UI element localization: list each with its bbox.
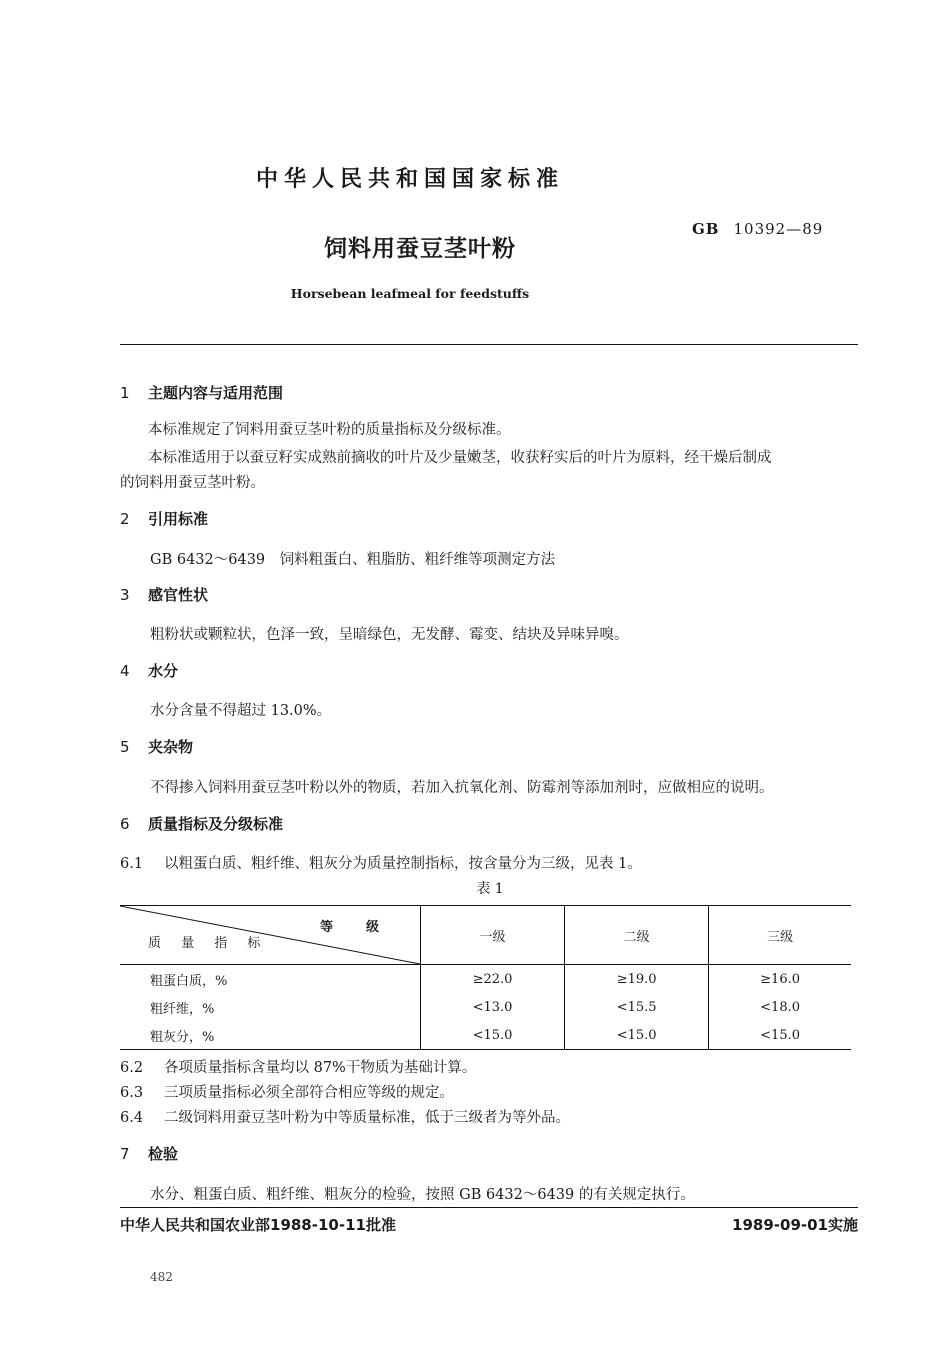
header-metric: 质 量 指 标 xyxy=(148,936,269,951)
section-title: 检验 xyxy=(148,1145,179,1163)
clause-6-3 xyxy=(120,1081,454,1102)
section-title: 质量指标及分级标准 xyxy=(148,815,284,833)
clause-text: 以粗蛋白质、粗纤维、粗灰分为质量控制指标，按含量分为三级，见表 1。 xyxy=(164,856,642,872)
clause-number: 6.2 xyxy=(120,1060,144,1076)
table-header-row xyxy=(120,906,851,965)
footer-divider xyxy=(120,1207,858,1208)
table-row xyxy=(120,965,851,994)
section-number: 6 xyxy=(120,815,130,833)
clause-6-4 xyxy=(120,1106,570,1127)
effective-date: 1989-09-01实施 xyxy=(732,1216,858,1234)
header-grade: 等 级 xyxy=(320,920,390,935)
clause-6-1 xyxy=(120,852,642,873)
quality-table xyxy=(120,905,851,1050)
table-cell: <15.0 xyxy=(709,1021,851,1050)
page-number: 482 xyxy=(150,1270,173,1284)
paragraph: GB 6432～6439 饲料粗蛋白、粗脂肪、粗纤维等项测定方法 xyxy=(150,552,556,568)
table-cell: ≥19.0 xyxy=(565,965,709,994)
row-label: 粗灰分，% xyxy=(120,1021,421,1050)
table-cell: <15.0 xyxy=(565,1021,709,1050)
clause-number: 6.4 xyxy=(120,1110,144,1126)
section-1-heading xyxy=(120,382,283,403)
paragraph: 的饲料用蚕豆茎叶粉。 xyxy=(120,475,265,491)
paragraph: 水分、粗蛋白质、粗纤维、粗灰分的检验，按照 GB 6432～6439 的有关规定执行。 xyxy=(150,1187,695,1203)
section-number: 7 xyxy=(120,1145,130,1163)
table-caption: 表 1 xyxy=(476,881,504,897)
document-title-english: Horsebean leafmeal for feedstuffs xyxy=(290,286,530,301)
table-cell: <15.0 xyxy=(421,1021,565,1050)
clause-6-2 xyxy=(120,1056,476,1077)
section-title: 主题内容与适用范围 xyxy=(148,384,284,402)
clause-number: 6.3 xyxy=(120,1085,144,1101)
section-title: 感官性状 xyxy=(148,586,209,604)
row-label: 粗蛋白质，% xyxy=(150,973,228,989)
table-cell: <18.0 xyxy=(709,993,851,1021)
section-title: 引用标准 xyxy=(148,510,209,528)
standard-code: 10392—89 xyxy=(733,220,824,238)
header-divider xyxy=(120,344,858,345)
document-title: 饲料用蚕豆茎叶粉 xyxy=(324,236,516,262)
row-label: 粗纤维，% xyxy=(150,1001,215,1017)
section-number: 1 xyxy=(120,384,130,402)
section-title: 水分 xyxy=(148,662,179,680)
diagonal-header-cell xyxy=(120,906,421,965)
paragraph: 不得掺入饲料用蚕豆茎叶粉以外的物质，若加入抗氧化剂、防霉剂等添加剂时，应做相应的说明。 xyxy=(150,780,774,796)
section-6-heading xyxy=(120,813,283,834)
approval-note: 中华人民共和国农业部1988-10-11批准 xyxy=(120,1216,396,1234)
table-row xyxy=(120,993,851,1021)
table-cell: <13.0 xyxy=(421,993,565,1021)
table-row xyxy=(120,1021,851,1050)
section-number: 3 xyxy=(120,586,130,604)
section-5-heading xyxy=(120,736,193,757)
paragraph: 本标准规定了饲料用蚕豆茎叶粉的质量指标及分级标准。 xyxy=(148,422,511,438)
national-standard-heading: 中华人民共和国国家标准 xyxy=(255,167,564,192)
clause-text: 二级饲料用蚕豆茎叶粉为中等质量标准，低于三级者为等外品。 xyxy=(164,1110,570,1126)
clause-number: 6.1 xyxy=(120,856,144,872)
paragraph: 本标准适用于以蚕豆籽实成熟前摘收的叶片及少量嫩茎，收获籽实后的叶片为原料，经干燥后制成 xyxy=(148,450,772,466)
grade-3-header: 三级 xyxy=(709,906,851,965)
grade-2-header: 二级 xyxy=(565,906,709,965)
grade-1-header: 一级 xyxy=(421,906,565,965)
clause-text: 各项质量指标含量均以 87%干物质为基础计算。 xyxy=(164,1060,477,1076)
standard-prefix: GB xyxy=(692,220,720,238)
section-number: 4 xyxy=(120,662,130,680)
clause-text: 三项质量指标必须全部符合相应等级的规定。 xyxy=(164,1085,454,1101)
section-number: 5 xyxy=(120,738,130,756)
section-number: 2 xyxy=(120,510,130,528)
paragraph: 水分含量不得超过 13.0%。 xyxy=(150,703,332,719)
section-3-heading xyxy=(120,584,208,605)
table-cell: ≥16.0 xyxy=(709,965,851,994)
section-2-heading xyxy=(120,508,208,529)
section-7-heading xyxy=(120,1143,178,1164)
section-4-heading xyxy=(120,660,178,681)
table-cell: ≥22.0 xyxy=(421,965,565,994)
paragraph: 粗粉状或颗粒状，色泽一致，呈暗绿色，无发酵、霉变、结块及异味异嗅。 xyxy=(150,627,629,643)
section-title: 夹杂物 xyxy=(148,738,194,756)
table-cell: <15.5 xyxy=(565,993,709,1021)
